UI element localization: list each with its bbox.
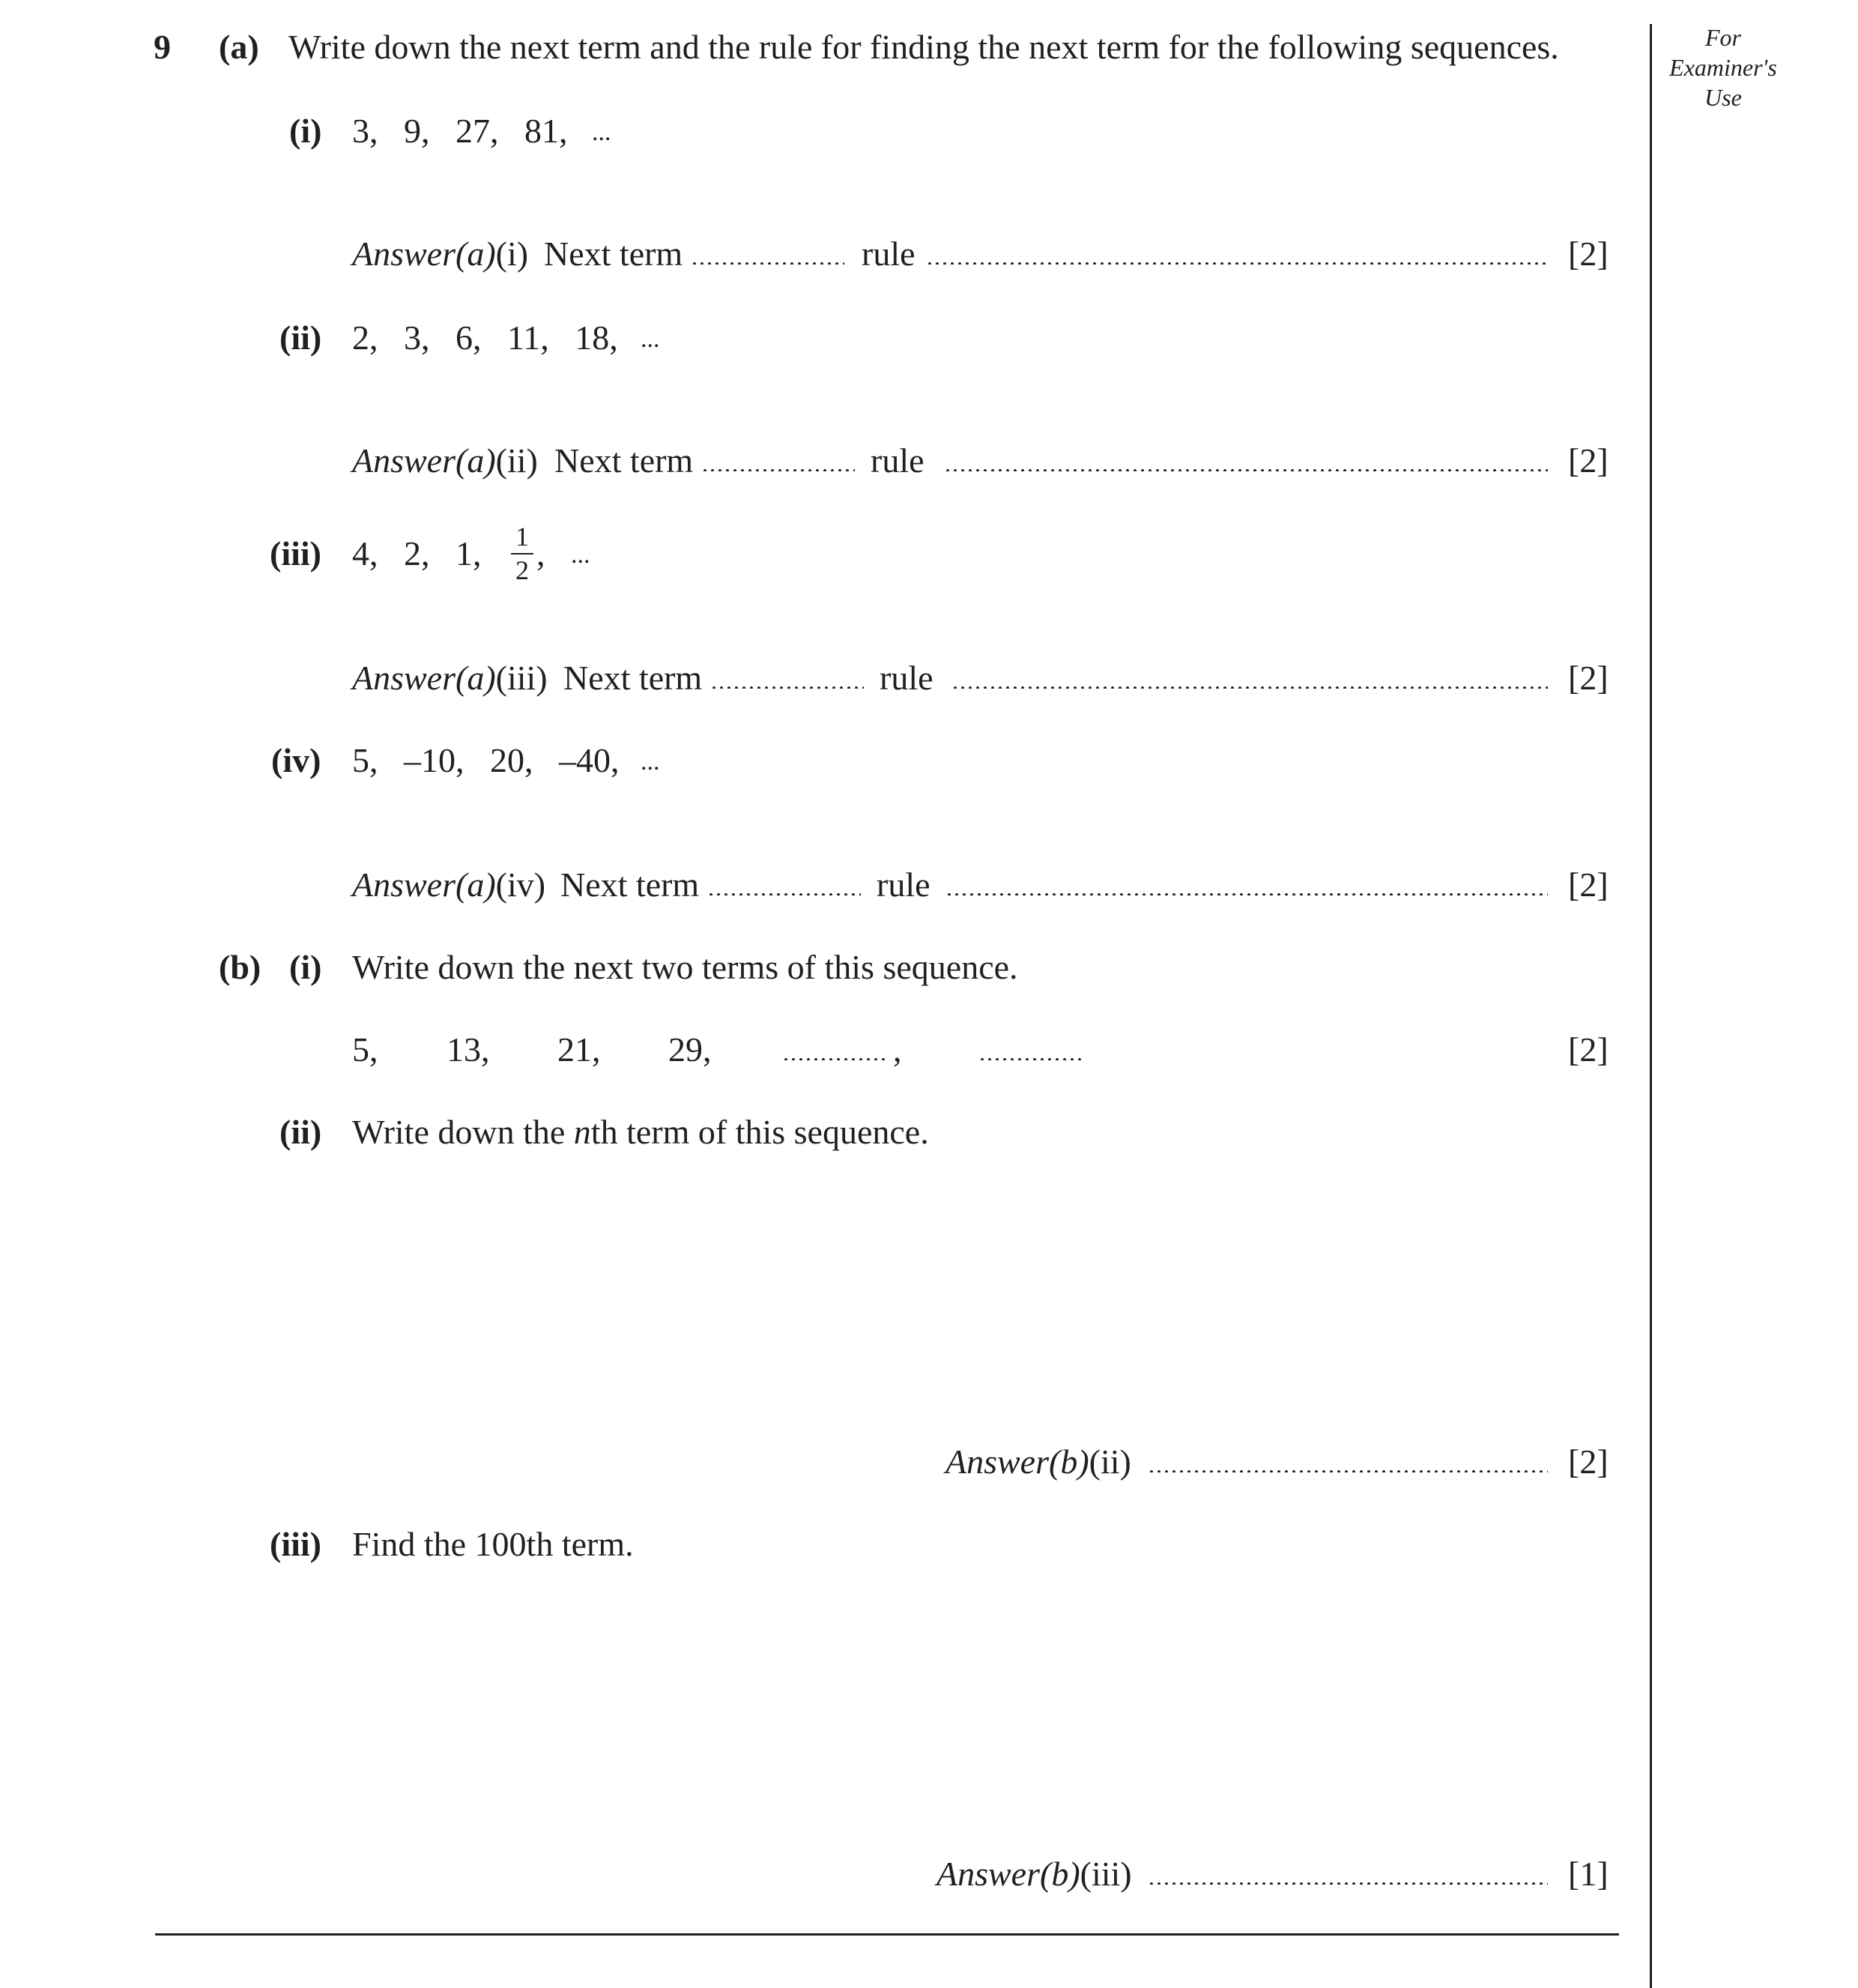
sequence-term-1: 5, <box>352 1030 378 1069</box>
part-a-instruction: Write down the next term and the rule for finding the next term for the following sequences. <box>288 28 1559 66</box>
next-term-label: Next term <box>560 865 700 904</box>
blank-comma: , <box>893 1030 902 1069</box>
item-iii-sequence: 4, 2, 1, <box>352 534 482 572</box>
part-b-iii-text: Find the 100th term. <box>352 1525 634 1563</box>
answer-b-i-blank-1[interactable] <box>782 1058 887 1060</box>
part-b-i-label: (i) <box>289 948 322 986</box>
answer-sub-label: (iii) <box>495 659 548 697</box>
marks-a-ii: [2] <box>1568 441 1609 480</box>
answer-prefix: Answer(b) <box>945 1442 1089 1481</box>
rule-label: rule <box>880 659 933 697</box>
fraction-denominator: 2 <box>515 555 529 585</box>
sequence-term-4: 29, <box>668 1030 712 1069</box>
marks-a-i: [2] <box>1568 235 1609 273</box>
rule-label: rule <box>877 865 930 904</box>
answer-a-i-label <box>352 237 528 271</box>
text-before: Write down the <box>352 1113 574 1151</box>
answer-prefix: Answer(a) <box>352 659 496 697</box>
item-i-label: (i) <box>289 112 322 150</box>
next-term-label: Next term <box>554 441 694 480</box>
item-iv-sequence: 5, –10, 20, –40, <box>352 741 620 779</box>
examiner-use-label <box>1656 22 1791 112</box>
item-iii-comma: , <box>536 534 545 572</box>
marks-a-iv: [2] <box>1568 865 1609 904</box>
answer-b-iii-label <box>936 1857 1132 1891</box>
examiner-line-3: Use <box>1704 84 1742 111</box>
marks-b-ii: [2] <box>1568 1442 1609 1481</box>
marks-b-i: [2] <box>1568 1030 1609 1069</box>
item-ii-sequence: 2, 3, 6, 11, 18, <box>352 318 618 357</box>
answer-b-ii-label <box>945 1442 1131 1481</box>
rule-label: rule <box>862 235 916 273</box>
answer-a-ii-label <box>352 441 538 480</box>
marks-b-iii: [1] <box>1568 1855 1609 1893</box>
sequence-term-3: 21, <box>557 1030 601 1069</box>
answer-b-ii-blank[interactable] <box>1148 1470 1548 1472</box>
answer-prefix: Answer(b) <box>936 1855 1080 1893</box>
question-number: 9 <box>154 28 171 66</box>
item-i-sequence: 3, 9, 27, 81, <box>352 112 568 150</box>
answer-prefix: Answer(a) <box>352 441 496 480</box>
answer-sub-label: (ii) <box>1089 1442 1131 1481</box>
item-i-ellipsis: ... <box>592 118 611 146</box>
part-a-label: (a) <box>219 28 259 66</box>
part-b-label: (b) <box>219 948 261 986</box>
item-iv-ellipsis: ... <box>641 748 660 776</box>
sequence-term-2: 13, <box>447 1030 490 1069</box>
rule-label: rule <box>871 441 925 480</box>
answer-a-i-rule-blank[interactable] <box>926 262 1548 265</box>
examiner-line-2: Examiner's <box>1669 54 1777 81</box>
answer-a-iv-label <box>352 865 546 904</box>
answer-a-iv-next-term-blank[interactable] <box>707 893 861 895</box>
part-b-ii-label: (ii) <box>279 1113 322 1151</box>
answer-sub-label: (iv) <box>495 865 546 904</box>
text-after: th term of this sequence. <box>590 1113 929 1151</box>
answer-b-i-blank-2[interactable] <box>978 1058 1083 1060</box>
answer-sub-label: (ii) <box>495 441 538 480</box>
answer-a-iv-rule-blank[interactable] <box>945 893 1548 895</box>
marks-a-iii: [2] <box>1568 659 1609 697</box>
answer-a-i-next-term-blank[interactable] <box>691 262 844 265</box>
next-term-label: Next term <box>544 235 683 273</box>
answer-prefix: Answer(a) <box>352 865 496 904</box>
fraction-one-half <box>511 523 533 584</box>
part-b-i-text: Write down the next two terms of this sequence. <box>352 948 1018 986</box>
examiner-margin-rule <box>1650 24 1652 1988</box>
examiner-line-1: For <box>1705 24 1741 51</box>
answer-a-ii-rule-blank[interactable] <box>944 469 1548 471</box>
item-ii-ellipsis: ... <box>641 325 660 353</box>
bottom-rule <box>155 1933 1619 1936</box>
item-iv-label: (iv) <box>271 741 321 779</box>
answer-a-ii-next-term-blank[interactable] <box>701 469 855 471</box>
answer-prefix: Answer(a) <box>352 235 496 273</box>
answer-a-iii-rule-blank[interactable] <box>951 686 1548 689</box>
part-b-iii-label: (iii) <box>270 1525 321 1563</box>
fraction-numerator: 1 <box>515 522 529 552</box>
part-b-ii-text <box>352 1115 929 1149</box>
answer-sub-label: (i) <box>495 235 529 273</box>
item-iii-label: (iii) <box>270 534 321 572</box>
answer-b-iii-blank[interactable] <box>1148 1882 1548 1885</box>
answer-sub-label: (iii) <box>1080 1855 1132 1893</box>
answer-a-iii-label <box>352 661 548 695</box>
next-term-label: Next term <box>563 659 703 697</box>
fraction-bar <box>511 553 533 555</box>
variable-n: n <box>573 1113 591 1151</box>
item-ii-label: (ii) <box>279 318 322 357</box>
answer-a-iii-next-term-blank[interactable] <box>710 686 864 689</box>
item-iii-ellipsis: ... <box>571 541 590 569</box>
